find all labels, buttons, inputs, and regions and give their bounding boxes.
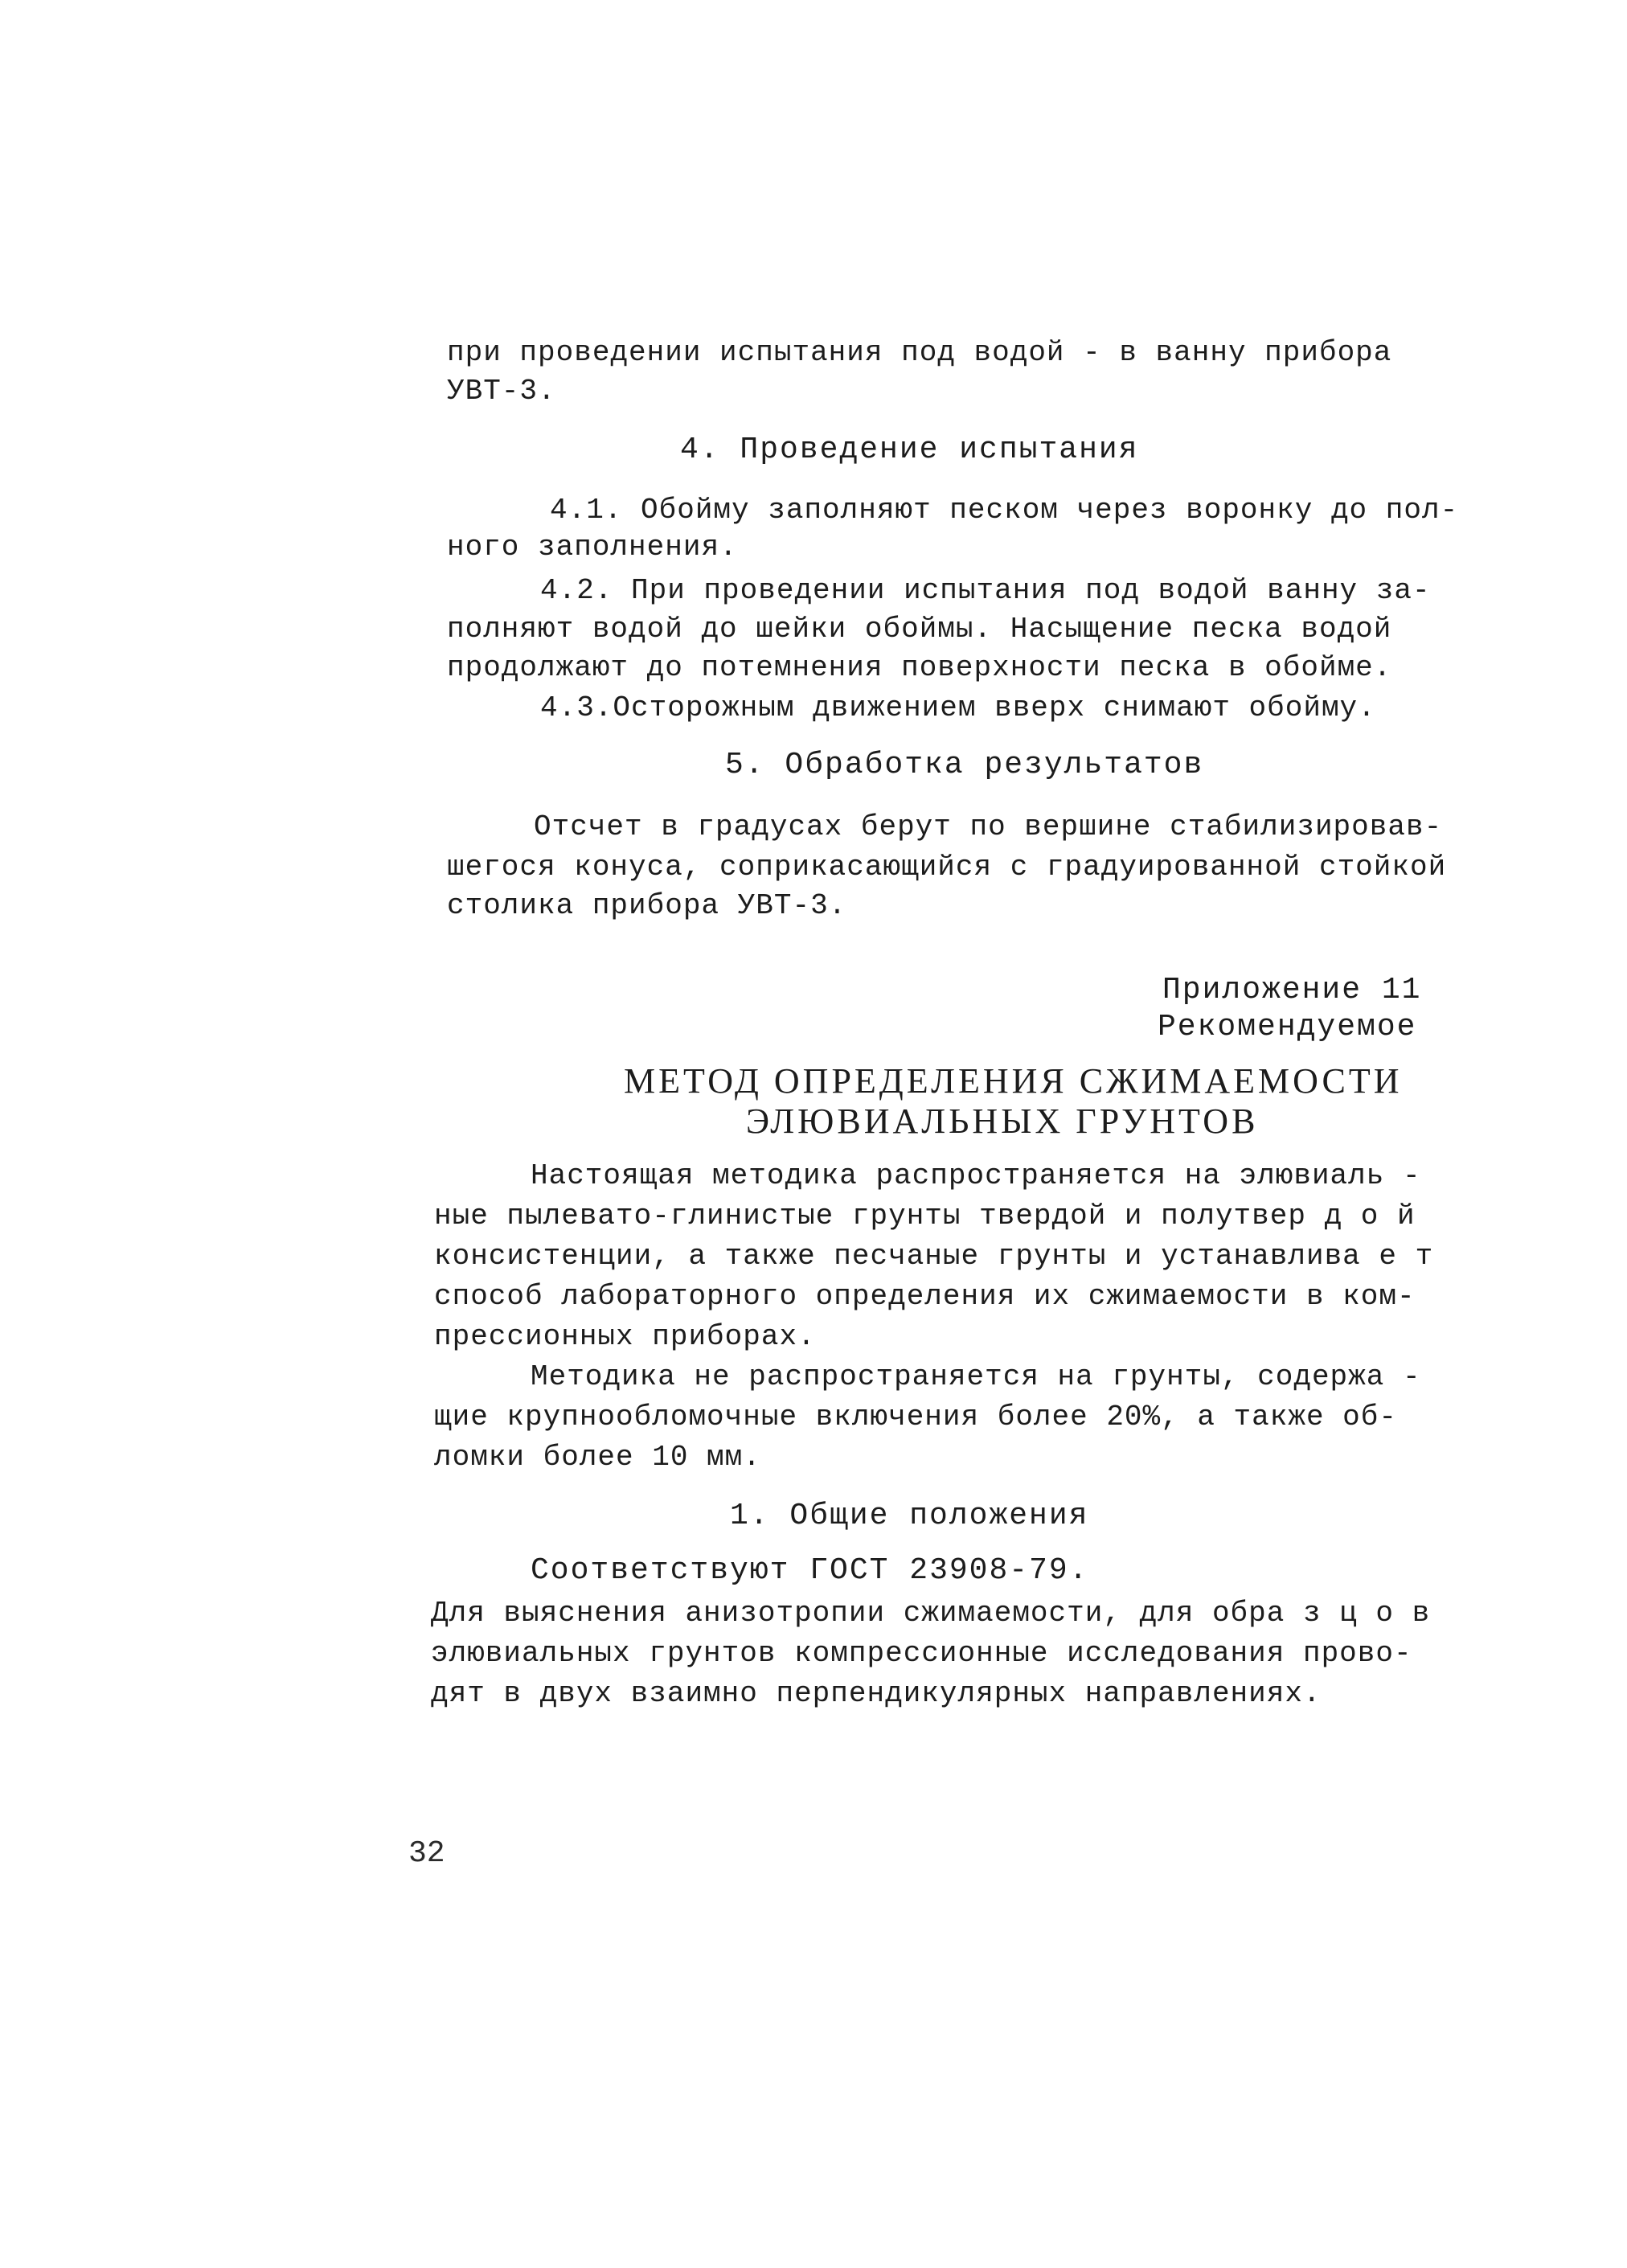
continuation-line-2: УВТ-3. <box>447 375 556 408</box>
section-4-heading: 4. Проведение испытания <box>680 433 1139 467</box>
intro-paragraph-1-line: Настоящая методика распространяется на элювиаль - <box>531 1159 1421 1192</box>
section-4-paragraph-2-line: полняют водой до шейки обоймы. Насыщение песка водой <box>447 613 1392 646</box>
section-4-paragraph-2-line: продолжают до потемнения поверхности песка в обойме. <box>447 651 1392 684</box>
section-5-line: Отсчет в градусах берут по вершине стабилизировав- <box>534 810 1443 843</box>
section-4-paragraph-2-line: 4.2. При проведении испытания под водой ванну за- <box>540 574 1431 607</box>
section-5-heading: 5. Обработка результатов <box>725 748 1204 782</box>
section-5-line: столика прибора УВТ-3. <box>447 889 847 922</box>
appendix-label: Приложение 11 <box>1162 973 1422 1007</box>
intro-paragraph-2-line: щие крупнообломочные включения более 20%, а также об- <box>434 1401 1397 1433</box>
continuation-line-1: при проведении испытания под водой - в ванну прибора <box>447 336 1392 369</box>
intro-paragraph-1-line: консистенции, а также песчаные грунты и устанавлива е т <box>434 1240 1434 1273</box>
section-4-paragraph-1-line: ного заполнения. <box>447 531 738 564</box>
appendix-status: Рекомендуемое <box>1158 1010 1417 1044</box>
section-4-paragraph-1-line: 4.1. Обойму заполняют песком через воронку до пол- <box>550 494 1459 527</box>
page-number: 32 <box>408 1836 445 1871</box>
document-title-line-1: МЕТОД ОПРЕДЕЛЕНИЯ СЖИМАЕМОСТИ <box>624 1061 1403 1101</box>
intro-paragraph-1-line: способ лабораторного определения их сжимаемости в ком- <box>434 1280 1416 1313</box>
section-1-line: Соответствуют ГОСТ 23908-79. <box>531 1553 1089 1588</box>
intro-paragraph-2-line: ломки более 10 мм. <box>434 1441 761 1474</box>
section-1-line: дят в двух взаимно перпендикулярных направлениях. <box>431 1677 1322 1710</box>
intro-paragraph-2-line: Методика не распространяется на грунты, содержа - <box>531 1360 1421 1393</box>
section-1-heading: 1. Общие положения <box>730 1499 1089 1533</box>
document-title-line-2: ЭЛЮВИАЛЬНЫХ ГРУНТОВ <box>746 1101 1259 1141</box>
section-4-paragraph-3-line: 4.3.Осторожным движением вверх снимают обойму. <box>540 691 1376 724</box>
section-5-line: шегося конуса, соприкасающийся с градуированной стойкой <box>447 851 1447 884</box>
intro-paragraph-1-line: ные пылевато-глинистые грунты твердой и полутвер д о й <box>434 1200 1416 1232</box>
section-1-line: элювиальных грунтов компрессионные исследования прово- <box>431 1637 1412 1670</box>
section-1-line: Для выяснения анизотропии сжимаемости, для обра з ц о в <box>431 1597 1431 1630</box>
intro-paragraph-1-line: прессионных приборах. <box>434 1320 816 1353</box>
